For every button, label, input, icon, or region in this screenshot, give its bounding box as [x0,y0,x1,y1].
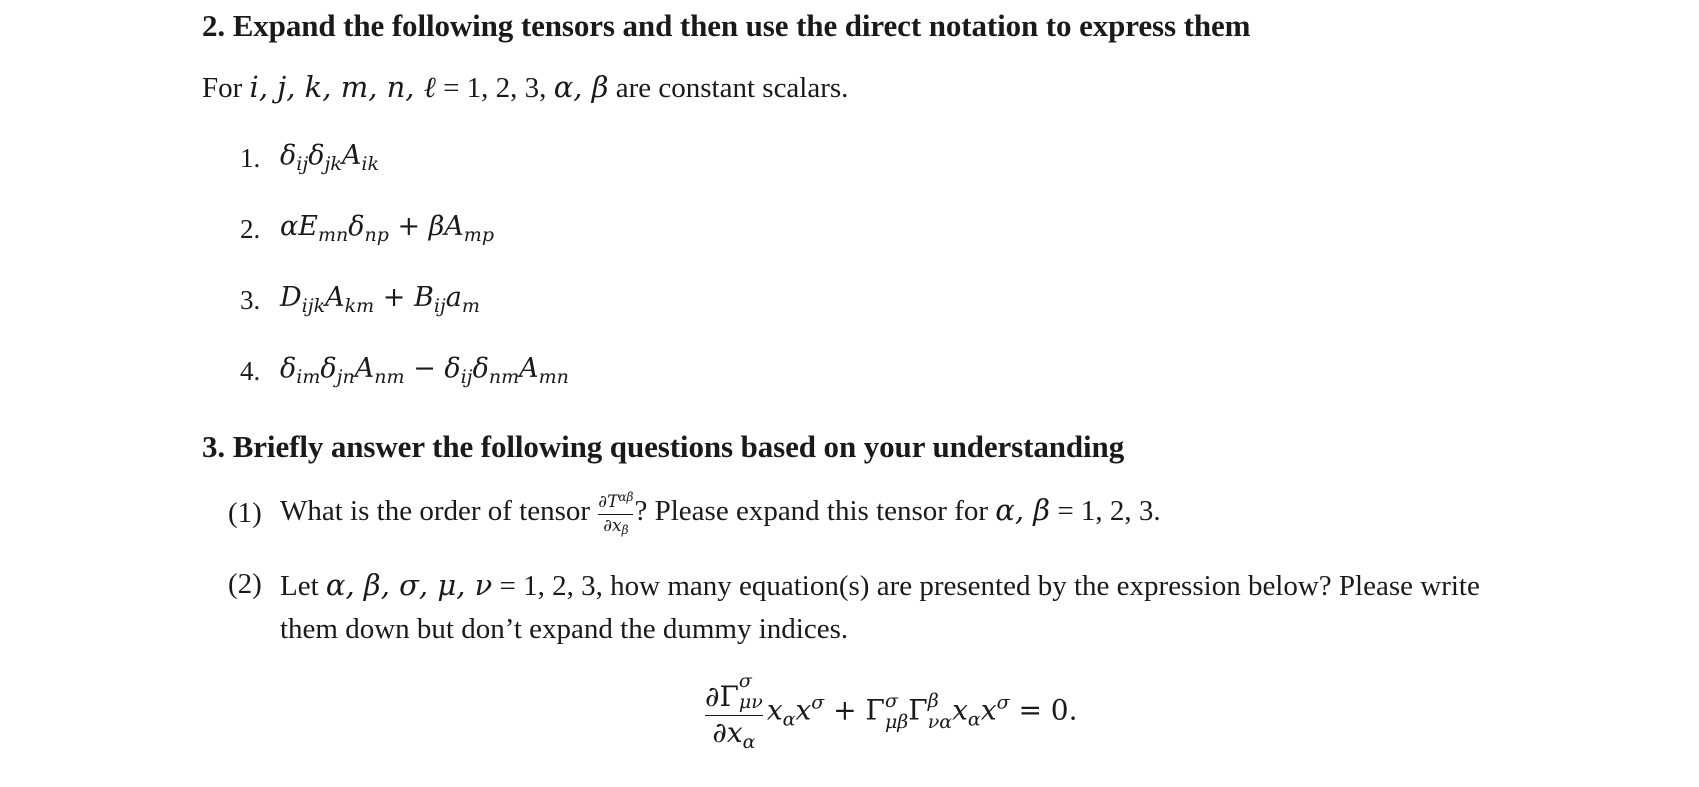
item-2-expression: $\alpha E_{mn}\delta_{np} + \beta A_{mp}$ [280,211,494,246]
item-2-number: 2. [240,214,261,244]
question-1-tensor-fraction: $\frac{\partial T^{\alpha\beta}}{\partial x_\beta}$ [598,489,634,537]
question-1-prefix: What is the order of tensor [280,495,591,527]
question-2-line-1 [280,568,1480,603]
item-1-expression: $\delta_{ij}\delta_{jk}A_{ik}$ [280,140,379,175]
item-3-expression: $D_{ijk}A_{km} + B_{ij}a_m$ [280,282,480,317]
item-1-number: 1. [240,143,261,173]
question-2-rest: = 1, 2, 3, how many equation(s) are presented by the expression below? Please write [492,570,1480,602]
question-2-number: (2) [228,568,262,600]
question-1-eq: = 1, 2, 3. [1050,495,1161,527]
item-3-number: 3. [240,285,261,315]
question-2-line-2: them down but don’t expand the dummy indices. [280,613,849,645]
section-2-intro [202,70,848,105]
intro-index-vars: i, j, k, m, n, ℓ [249,70,436,104]
question-2-vars: α, β, σ, μ, ν [325,568,493,602]
question-1-vars: α, β [995,493,1051,527]
intro-scalar-vars: α, β [553,70,609,104]
question-2-prefix: Let [280,570,319,602]
item-4-expression: $\delta_{im}\delta_{jn}A_{nm} - \delta_{ij}\delta_{nm}A_{mn}$ [280,353,569,388]
section-2-heading: 2. Expand the following tensors and then use the direct notation to express them [202,8,1251,43]
equation-fraction: ∂Γ σ μν $\partial x_\alpha$ [705,670,763,753]
intro-prefix: For [202,72,250,104]
intro-suffix: are constant scalars. [608,72,849,104]
question-1-text [280,485,1161,536]
intro-equals: = 1, 2, 3, [435,72,554,104]
section-3-heading: 3. Briefly answer the following questions based on your understanding [202,429,1125,464]
question-1-number: (1) [228,497,262,529]
item-4-number: 4. [240,356,261,386]
question-1-suffix: ? Please expand this tensor for [634,495,989,527]
display-equation: ∂Γ σ μν $\partial x_\alpha$ $x_\alpha x^\sigma + \Gamma$ σ μβ Γ β να $x_\alpha x^\sigma = 0$. [705,670,1078,753]
